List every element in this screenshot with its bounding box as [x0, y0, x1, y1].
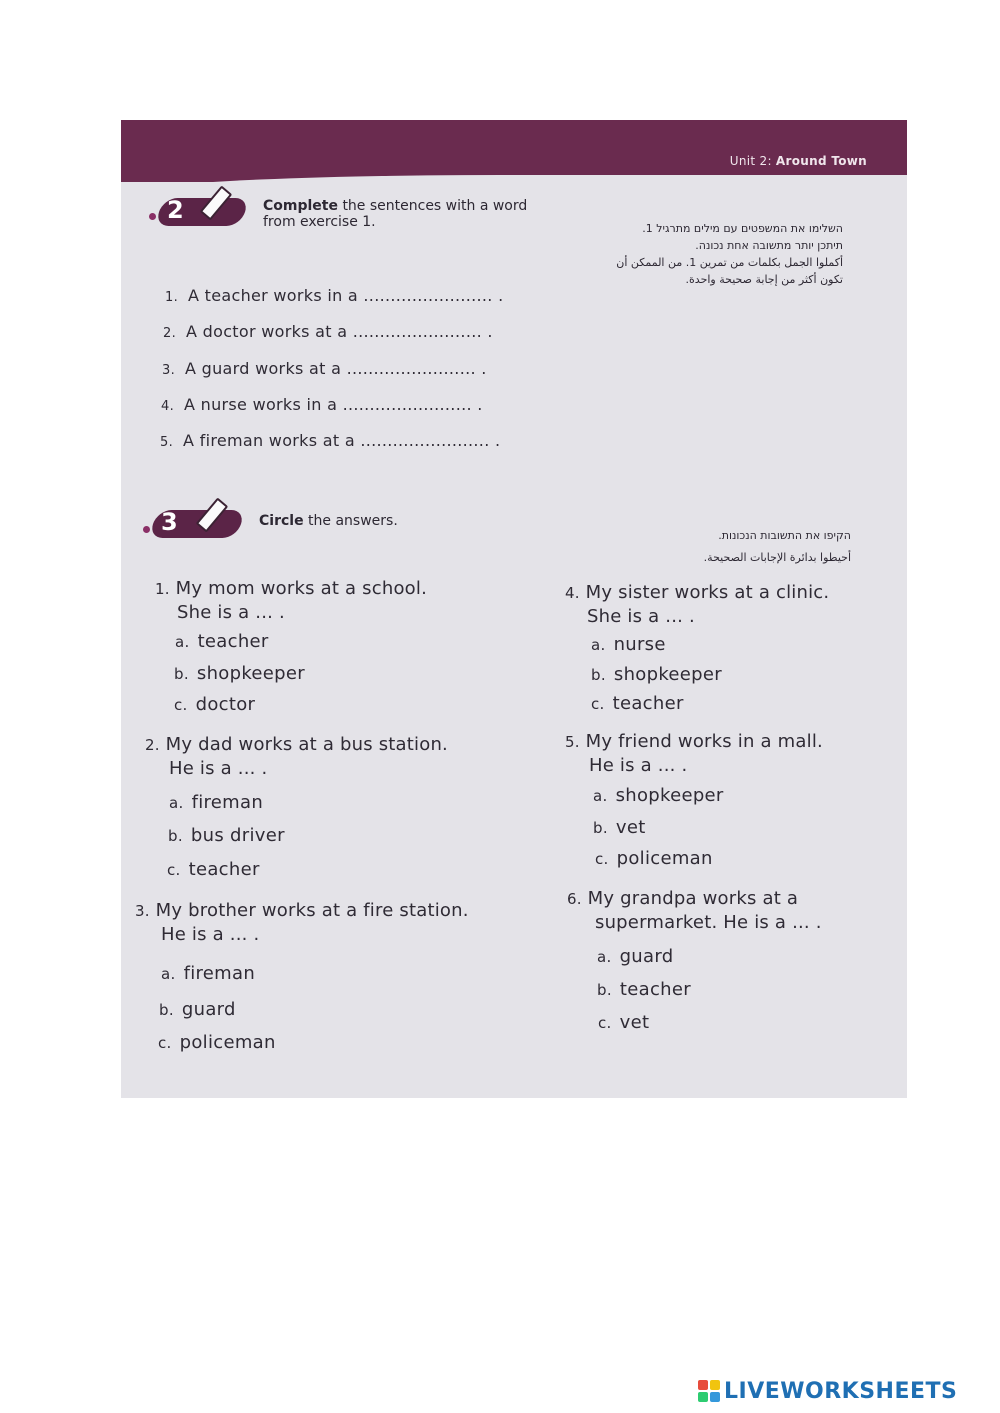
option-letter: c.	[598, 1014, 612, 1032]
question-number: 5.	[565, 733, 580, 751]
sentence-number: 3.	[162, 363, 176, 378]
bullet-dot	[143, 526, 150, 533]
option-text: policeman	[616, 848, 713, 869]
unit-title	[730, 154, 867, 168]
answer-blank[interactable]: ........................ .	[360, 431, 501, 450]
hebrew-text: תיתכן יותר מתשובה אחת נכונה.	[695, 239, 843, 252]
question-number: 1.	[155, 580, 170, 598]
option-text: shopkeeper	[196, 663, 305, 684]
sentence-number: 5.	[160, 435, 174, 450]
option-text: guard	[181, 999, 236, 1020]
option-letter: a.	[175, 633, 190, 651]
question-number: 3.	[135, 902, 150, 920]
worksheet-photo	[121, 120, 907, 1098]
sentence-number: 4.	[161, 399, 175, 414]
option-text: bus driver	[190, 825, 285, 846]
logo-icon	[698, 1380, 720, 1402]
option-letter: b.	[597, 981, 612, 999]
instruction-text: from exercise 1.	[263, 214, 376, 230]
option-text: fireman	[191, 792, 264, 813]
question-4	[565, 581, 829, 628]
brand-name: LIVEWORKSHEETS	[724, 1378, 958, 1404]
exercise-number: 2	[167, 196, 184, 224]
option-letter: b.	[593, 819, 608, 837]
question-text: She is a ... .	[177, 602, 285, 623]
option-letter: c.	[158, 1034, 172, 1052]
sentence-text: A teacher works in a	[188, 286, 359, 305]
option-letter: c.	[591, 695, 605, 713]
answer-blank[interactable]: ........................ .	[342, 395, 483, 414]
option-b[interactable]	[159, 999, 236, 1020]
option-a[interactable]	[593, 785, 724, 806]
question-text: My mom works at a school.	[175, 578, 427, 599]
option-text: shopkeeper	[613, 664, 722, 685]
unit-label: Unit 2:	[729, 154, 772, 168]
option-text: vet	[619, 1012, 650, 1033]
question-text: My dad works at a bus station.	[165, 734, 448, 755]
hebrew-text: הקיפו את התשובות הנכונות.	[718, 529, 851, 542]
option-text: teacher	[197, 631, 269, 652]
question-1	[155, 577, 427, 624]
option-text: teacher	[619, 979, 691, 1000]
question-text: He is a ... .	[589, 755, 688, 776]
option-letter: a.	[591, 636, 606, 654]
sentence-text: A fireman works at a	[183, 431, 355, 450]
sentence-item	[161, 395, 483, 414]
option-text: fireman	[183, 963, 256, 984]
option-letter: a.	[597, 948, 612, 966]
option-a[interactable]	[161, 963, 255, 984]
option-a[interactable]	[597, 946, 673, 967]
instruction-text: the sentences with a word	[342, 198, 528, 214]
option-letter: a.	[161, 965, 176, 983]
option-c[interactable]	[598, 1012, 649, 1033]
option-text: shopkeeper	[615, 785, 724, 806]
hebrew-text: השלימו את המשפטים עם מילים מתרגיל 1.	[642, 222, 843, 235]
arabic-text: أحيطوا بدائرة الإجابات الصحيحة.	[703, 551, 851, 564]
instruction-text: the answers.	[308, 513, 398, 529]
option-b[interactable]	[597, 979, 691, 1000]
option-b[interactable]	[174, 663, 305, 684]
question-3	[135, 899, 469, 946]
sentence-number: 1.	[165, 290, 179, 305]
sentence-number: 2.	[163, 326, 177, 341]
question-text: My sister works at a clinic.	[585, 582, 830, 603]
question-2	[145, 733, 448, 780]
option-c[interactable]	[167, 859, 260, 880]
option-b[interactable]	[168, 825, 285, 846]
option-letter: c.	[595, 850, 609, 868]
sentence-item	[162, 359, 487, 378]
question-text: He is a ... .	[161, 924, 260, 945]
question-text: He is a ... .	[169, 758, 268, 779]
option-c[interactable]	[595, 848, 713, 869]
question-text: She is a ... .	[587, 606, 695, 627]
option-text: vet	[615, 817, 646, 838]
option-text: policeman	[179, 1032, 276, 1053]
arabic-text: تكون أكثر من إجابة صحيحة واحدة.	[685, 273, 843, 286]
option-letter: b.	[168, 827, 183, 845]
bullet-dot	[149, 213, 156, 220]
option-text: nurse	[613, 634, 666, 655]
option-text: guard	[619, 946, 674, 967]
question-6	[567, 887, 822, 934]
question-text: My grandpa works at a	[587, 888, 799, 909]
option-text: doctor	[195, 694, 256, 715]
option-letter: c.	[167, 861, 181, 879]
unit-name: Around Town	[775, 154, 867, 168]
exercise2-translation	[543, 220, 843, 288]
option-c[interactable]	[174, 694, 255, 715]
option-b[interactable]	[591, 664, 722, 685]
question-number: 2.	[145, 736, 160, 754]
question-text: My friend works in a mall.	[585, 731, 823, 752]
liveworksheets-logo	[698, 1378, 957, 1404]
option-text: teacher	[612, 693, 684, 714]
option-b[interactable]	[593, 817, 646, 838]
option-letter: b.	[591, 666, 606, 684]
question-5	[565, 730, 823, 777]
question-text: My brother works at a fire station.	[155, 900, 469, 921]
sentence-item	[160, 431, 500, 450]
exercise3-translation	[551, 525, 851, 569]
instruction-bold: Complete	[263, 198, 338, 214]
instruction-bold: Circle	[259, 513, 304, 529]
option-a[interactable]	[169, 792, 263, 813]
question-number: 6.	[567, 890, 582, 908]
sentence-text: A guard works at a	[185, 359, 342, 378]
answer-blank[interactable]: ........................ .	[352, 322, 493, 341]
answer-blank[interactable]: ........................ .	[346, 359, 487, 378]
option-letter: c.	[174, 696, 188, 714]
option-a[interactable]	[175, 631, 269, 652]
sentence-item	[165, 286, 503, 305]
sentence-text: A doctor works at a	[186, 322, 348, 341]
option-letter: b.	[159, 1001, 174, 1019]
arabic-text: أكملوا الجمل بكلمات من تمرين 1. من الممكن أن	[616, 256, 843, 269]
option-letter: a.	[593, 787, 608, 805]
sentence-text: A nurse works in a	[184, 395, 338, 414]
answer-blank[interactable]: ........................ .	[363, 286, 504, 305]
option-c[interactable]	[591, 693, 684, 714]
unit-banner	[121, 120, 907, 182]
exercise2-instruction	[263, 198, 527, 230]
question-number: 4.	[565, 584, 580, 602]
sentence-item	[163, 322, 493, 341]
option-c[interactable]	[158, 1032, 276, 1053]
question-text: supermarket. He is a ... .	[595, 912, 822, 933]
option-text: teacher	[188, 859, 260, 880]
option-letter: a.	[169, 794, 184, 812]
option-a[interactable]	[591, 634, 666, 655]
option-letter: b.	[174, 665, 189, 683]
exercise-number: 3	[161, 508, 178, 536]
exercise3-instruction	[259, 513, 398, 529]
